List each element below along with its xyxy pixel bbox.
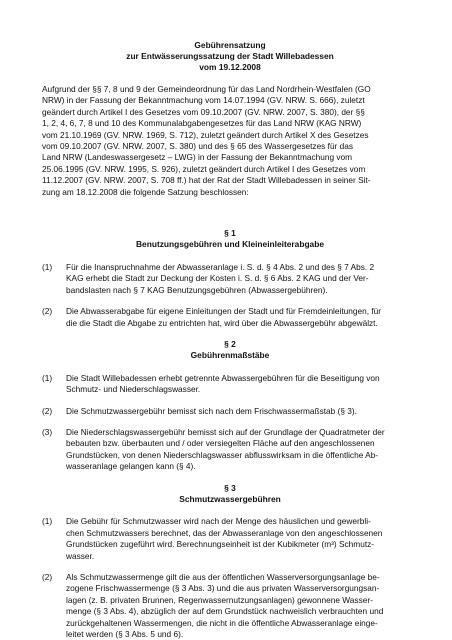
paragraph-number: (2) xyxy=(42,405,53,416)
preamble-line: Aufgrund der §§ 7, 8 und 9 der Gemeindeordnung für das Land Nordrhein-Westfalen (GO xyxy=(42,84,371,94)
paragraph-item xyxy=(42,306,418,329)
preamble-line: Land NRW (Landeswassergesetz – LWG) in der Fassung der Bekanntmachung vom xyxy=(42,152,353,163)
section-title: Gebührenmaßstäbe xyxy=(190,350,270,361)
section-title: Schmutzwassergebühren xyxy=(179,493,281,504)
paragraph-line: wasser. xyxy=(66,550,95,561)
document-title xyxy=(42,40,418,73)
paragraph-item xyxy=(42,262,418,296)
paragraph-line: menge (§ 3 Abs. 4), abzüglich der auf dem Grundstück nachweislich verbrauchten und xyxy=(66,606,384,617)
paragraph-item xyxy=(42,406,418,417)
paragraph-line: Die Gebühr für Schmutzwasser wird nach der Menge des häuslichen und gewerbli- xyxy=(66,516,371,527)
paragraph-number: (3) xyxy=(42,426,53,437)
paragraph-number: (1) xyxy=(42,261,53,272)
section-heading xyxy=(42,228,418,251)
paragraph-number: (2) xyxy=(42,572,53,582)
preamble-line: vom 09.10.2007 (GV. NRW. 2007, S. 380) und des § 65 des Wassergesetzes für das xyxy=(42,141,354,152)
section-title: Benutzungsgebühren und Kleineinleiterabgabe xyxy=(136,239,324,250)
preamble-line: 11.12.2007 (GV. NRW. 2007, S. 708 ff.) hat der Rat der Stadt Willebadessen in seiner Sit- xyxy=(42,175,371,186)
preamble-line: 1, 2, 4, 6, 7, 8 und 10 des Kommunalabgabengesetzes für das Land NRW (KAG NRW) xyxy=(42,118,362,129)
section-number: § 2 xyxy=(224,338,236,349)
section-heading xyxy=(42,339,418,362)
section-heading xyxy=(42,483,418,506)
preamble-line: geändert durch Artikel I des Gesetzes vom 09.10.2007 (GV. NRW. 2007, S. 380), der §§ xyxy=(42,106,365,117)
paragraph-line: wasseranlage gelangen kann (§ 4). xyxy=(66,461,196,472)
paragraph-item xyxy=(42,572,418,640)
paragraph-line: zogene Frischwassermenge (§ 3 Abs. 3) und die aus privaten Wasserversorgungsan- xyxy=(66,583,380,594)
paragraph-line: die die Stadt die Abgabe zu entrichten hat, wird über die Abwassergebühr abgewälzt. xyxy=(66,317,378,328)
preamble xyxy=(42,84,418,198)
paragraph-line: Schmutz- und Niederschlagswasser. xyxy=(66,384,201,395)
paragraph-line: lagen (z. B. privaten Brunnen, Regenwassernutzungsanlagen) gewonnene Wasser- xyxy=(66,594,373,605)
paragraph-number: (2) xyxy=(42,306,53,317)
paragraph-line: leitet werden (§ 3 Abs. 5 und 6). xyxy=(66,629,184,640)
paragraph-line: Die Niederschlagswassergebühr bemisst sich auf der Grundlage der Quadratmeter der xyxy=(66,426,385,437)
section-number: § 3 xyxy=(224,482,236,493)
preamble-line: 25.06.1995 (GV. NRW. 1995, S. 926), zuletzt geändert durch Artikel I des Gesetzes vom xyxy=(42,163,366,174)
paragraph-item xyxy=(42,427,418,473)
paragraph-item xyxy=(42,516,418,562)
paragraph-line: bandslasten nach § 7 KAG Benutzungsgebühren (Abwassergebühren). xyxy=(66,284,328,295)
preamble-line: NRW) in der Fassung der Bekanntmachung vom 14.07.1994 (GV. NRW. S. 666), zuletzt xyxy=(42,95,365,106)
paragraph-line: Für die Inanspruchnahme der Abwasseranlage i. S. d. § 4 Abs. 2 und des § 7 Abs. 2 xyxy=(66,261,375,272)
paragraph-line: Als Schmutzwassermenge gilt die aus der öffentlichen Wasserversorgungsanlage be- xyxy=(66,572,380,582)
section-number: § 1 xyxy=(224,228,236,239)
paragraph-line: Grundstücken zugeführt wird. Berechnungseinheit ist der Kubikmeter (m³) Schmutz- xyxy=(66,539,375,550)
title-line: vom 19.12.2008 xyxy=(199,62,261,72)
paragraph-number: (1) xyxy=(42,516,53,527)
paragraph-line: bebauten bzw. überbauten und / oder versiegelten Fläche auf den angeschlossenen xyxy=(66,438,375,449)
preamble-line: zung am 18.12.2008 die folgende Satzung beschlossen: xyxy=(42,186,249,197)
paragraph-line: Die Stadt Willebadessen erhebt getrennte Abwassergebühren für die Beseitigung von xyxy=(66,372,380,383)
preamble-line: vom 21.10.1969 (GV. NRW. 1969, S. 712), zuletzt geändert durch Artikel X des Gesetzes xyxy=(42,129,369,140)
paragraph-item xyxy=(42,373,418,396)
paragraph-line: Grundstücken, von denen Niederschlagswasser abflusswirksam in die öffentliche Ab- xyxy=(66,449,379,460)
paragraph-line: KAG erhebt die Stadt zur Deckung der Kosten i. S. d. § 6 Abs. 2 KAG und der Ver- xyxy=(66,273,369,284)
paragraph-number: (1) xyxy=(42,372,53,383)
paragraph-line: chen Schmutzwassers berechnet, das der Abwasseranlage von den angeschlossenen xyxy=(66,527,383,538)
title-line: Gebührensatzung xyxy=(194,40,266,50)
paragraph-line: Die Schmutzwassergebühr bemisst sich nach dem Frischwassermaßstab (§ 3). xyxy=(66,405,357,416)
title-line: zur Entwässerungssatzung der Stadt Willebadessen xyxy=(126,51,334,61)
paragraph-line: zurückgehaltenen Wassermengen, die nicht in die öffentliche Abwasseranlage einge- xyxy=(66,617,378,628)
paragraph-line: Die Abwasserabgabe für eigene Einleitungen der Stadt und für Fremdeinleitungen, für xyxy=(66,306,382,317)
